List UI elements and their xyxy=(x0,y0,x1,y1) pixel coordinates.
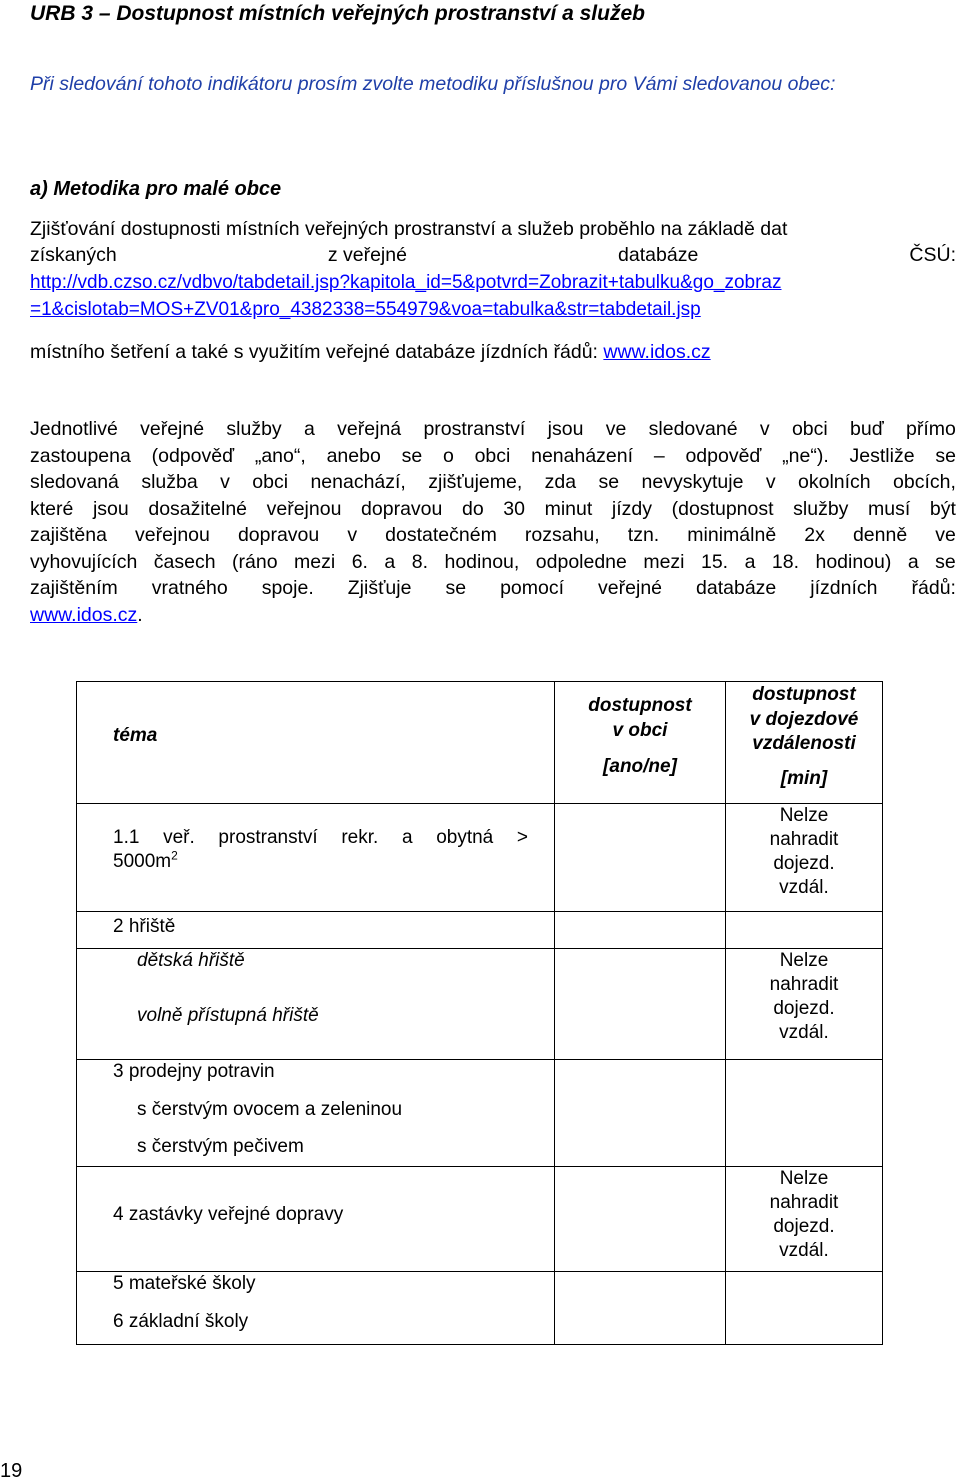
note-line: dojezd. xyxy=(773,998,835,1019)
word: ve xyxy=(605,418,627,440)
word: o xyxy=(442,444,454,467)
word: dopravou xyxy=(237,524,320,546)
row-label-main: 5 mateřské školy xyxy=(113,1273,256,1294)
word: se xyxy=(445,577,467,599)
row-availability-cell xyxy=(555,804,726,912)
czso-link-line-2[interactable] xyxy=(30,297,701,323)
paragraph-line xyxy=(30,575,956,602)
word: a xyxy=(907,550,919,573)
header-col3-line: v dojezdové xyxy=(749,708,859,730)
word: veřejná xyxy=(337,418,402,440)
word: veřejné xyxy=(598,577,663,599)
header-col3-line: vzdálenosti xyxy=(752,733,856,754)
word: 1.1 xyxy=(113,827,140,848)
row-label xyxy=(77,949,555,1060)
table-row xyxy=(77,1060,883,1167)
word: z veřejné xyxy=(327,244,407,266)
word: mezi xyxy=(294,550,336,573)
word: a xyxy=(401,827,413,848)
word: vyhovujících xyxy=(30,550,138,573)
method-line-4 xyxy=(30,339,711,365)
word: jízdy xyxy=(611,497,653,520)
word: přímo xyxy=(906,418,956,440)
word: Jednotlivé xyxy=(30,418,118,440)
paragraph-line xyxy=(30,522,956,549)
word: zajištěním xyxy=(30,577,118,599)
word: služby xyxy=(793,497,849,520)
word: odpoledne xyxy=(535,550,627,573)
word: minut xyxy=(544,497,593,520)
word: mezi xyxy=(643,550,685,573)
word: v xyxy=(759,418,770,440)
word: prostranství xyxy=(423,418,526,440)
word: se xyxy=(598,471,620,493)
word: sledované xyxy=(648,418,738,440)
header-dostupnost-obec xyxy=(555,682,726,804)
word: „ano“, xyxy=(254,444,306,467)
note-line: Nelze xyxy=(779,950,829,971)
sub-item: s čerstvým ovocem a zeleninou xyxy=(137,1099,403,1120)
method-line-2 xyxy=(30,242,956,268)
period: . xyxy=(137,603,143,626)
note-line: dojezd. xyxy=(773,853,835,874)
page-title: URB 3 – Dostupnost místních veřejných prostranství a služeb xyxy=(30,2,645,25)
word: rekr. xyxy=(341,827,379,848)
row-label xyxy=(77,1060,555,1167)
row-note-cell xyxy=(726,804,883,912)
row-availability-cell xyxy=(555,949,726,1060)
word: anebo xyxy=(326,444,381,467)
word: buď xyxy=(850,418,884,440)
czso-link-line-1[interactable] xyxy=(30,270,782,296)
word: nevyskytuje xyxy=(641,471,744,493)
method-line-1: Zjišťování dostupnosti místních veřejných prostranství a služeb proběhlo na základě dat xyxy=(30,218,788,240)
idos-link[interactable]: www.idos.cz xyxy=(30,603,138,626)
word: do xyxy=(461,497,484,520)
row-label-line xyxy=(113,850,528,874)
row-label xyxy=(77,1272,555,1345)
intro-note: Při sledování tohoto indikátoru prosím zvolte metodiku příslušnou pro Vámi sledovanou obec: xyxy=(30,73,836,95)
word: služby xyxy=(226,418,282,440)
table-row xyxy=(77,912,883,949)
word: 8. xyxy=(411,550,429,573)
note-line: Nelze xyxy=(779,1168,829,1189)
word: (ráno xyxy=(232,550,278,573)
note-line: vzdál. xyxy=(779,877,829,898)
word: (dostupnost xyxy=(671,497,774,520)
services-table xyxy=(76,681,883,1345)
area-value: 5000m xyxy=(113,851,172,872)
sub-item: s čerstvým pečivem xyxy=(137,1136,304,1157)
row-label-text xyxy=(77,1272,554,1334)
header-tema-label: téma xyxy=(113,725,158,746)
word: obytná xyxy=(436,827,494,848)
word: a xyxy=(744,550,756,573)
word: 6. xyxy=(351,550,368,573)
word: Jestliže xyxy=(849,444,915,467)
word: veřejnou xyxy=(135,524,210,546)
word: se xyxy=(935,550,956,573)
word: 30 xyxy=(503,497,525,520)
word: nenaházení xyxy=(531,444,634,467)
word: (odpověď xyxy=(151,444,235,467)
table-row xyxy=(77,1272,883,1345)
note-line: Nelze xyxy=(779,805,829,826)
word: dopravou xyxy=(361,497,443,520)
row-label-text xyxy=(77,804,528,874)
word: zjišťujeme, xyxy=(428,471,523,493)
table-row xyxy=(77,804,883,912)
word: hodinou, xyxy=(444,550,520,573)
word: odpověď xyxy=(685,444,762,467)
word: zajištěna xyxy=(30,524,107,546)
word: „ne“). xyxy=(782,444,829,467)
header-tema xyxy=(77,682,555,804)
row-label-text xyxy=(77,1060,554,1159)
row-note-cell xyxy=(726,1060,883,1167)
word: – xyxy=(653,444,665,467)
word: dostatečném xyxy=(385,524,497,546)
word: ve xyxy=(935,524,956,546)
row-note-cell xyxy=(726,949,883,1060)
word: v xyxy=(347,524,358,546)
header-col2-line: dostupnost xyxy=(588,695,692,716)
table-header-row xyxy=(77,682,883,804)
paragraph-line xyxy=(30,549,956,576)
row-label-main: 6 základní školy xyxy=(113,1311,249,1332)
row-label xyxy=(77,1167,555,1272)
header-col3-line: dostupnost xyxy=(752,684,856,705)
table-row xyxy=(77,1167,883,1272)
paragraph-line xyxy=(30,443,956,470)
row-note xyxy=(726,949,882,1045)
row-note-cell xyxy=(726,1272,883,1345)
header-col3-line: [min] xyxy=(780,767,828,789)
word: se xyxy=(935,444,956,467)
row-label xyxy=(77,804,555,912)
word: Zjišťuje xyxy=(347,577,412,599)
row-label-text: 4 zastávky veřejné dopravy xyxy=(113,1204,344,1225)
word: jsou xyxy=(92,497,129,520)
row-note-cell xyxy=(726,1167,883,1272)
word: veř. xyxy=(163,827,195,848)
row-label-text xyxy=(77,949,554,1028)
word: > xyxy=(516,827,528,848)
word: nenachází, xyxy=(310,471,406,493)
word: okolních xyxy=(798,471,871,493)
word: v xyxy=(765,471,776,493)
word: databáze xyxy=(618,244,699,266)
paragraph-line xyxy=(30,469,956,496)
word: služba xyxy=(141,471,198,493)
word: které xyxy=(30,497,74,520)
word: jsou xyxy=(547,418,584,440)
czso-link-cont[interactable]: =1&cislotab=MOS+ZV01&pro_4382338=554979&voa=tabulka&str=tabdetail.jsp xyxy=(30,299,701,320)
word: obci xyxy=(474,444,511,467)
row-note xyxy=(726,804,882,900)
word: 18. xyxy=(771,550,799,573)
word: dosažitelné xyxy=(148,497,248,520)
word: řádů: xyxy=(911,577,956,599)
note-line: dojezd. xyxy=(773,1216,835,1237)
word: v xyxy=(220,471,230,493)
czso-link[interactable]: http://vdb.czso.cz/vdbvo/tabdetail.jsp?kapitola_id=5&potvrd=Zobrazit+tabulku&go_zobraz xyxy=(30,272,782,293)
sub-item: volně přístupná hřiště xyxy=(137,1005,319,1026)
word: prostranství xyxy=(218,827,318,848)
header-col2-line: v obci xyxy=(612,719,668,741)
row-availability-cell xyxy=(555,912,726,949)
note-line: nahradit xyxy=(769,1192,839,1213)
page-number: 19 xyxy=(0,1460,23,1482)
word: obci xyxy=(791,418,828,440)
word: musí xyxy=(868,497,911,520)
row-label-main: 3 prodejny potravin xyxy=(113,1061,275,1082)
word: hodinou) xyxy=(815,550,892,573)
word: zastoupena xyxy=(30,444,131,467)
row-availability-cell xyxy=(555,1060,726,1167)
word: databáze xyxy=(696,577,777,599)
row-note-cell xyxy=(726,912,883,949)
word: 2x xyxy=(804,524,825,546)
word: veřejné xyxy=(140,418,205,440)
row-note xyxy=(726,1167,882,1263)
word: získaných xyxy=(30,244,117,266)
row-label xyxy=(77,912,555,949)
note-line: vzdál. xyxy=(779,1022,829,1043)
word: denně xyxy=(852,524,908,546)
word: vratného xyxy=(151,577,228,599)
word: obcích, xyxy=(893,471,956,493)
header-col2 xyxy=(555,682,725,780)
word: minimálně xyxy=(687,524,777,546)
word: 15. xyxy=(700,550,729,573)
header-col2-line: [ano/ne] xyxy=(603,756,677,777)
method-text: místního šetření a také s využitím veřejné databáze jízdních řádů: xyxy=(30,341,604,363)
word: ČSÚ: xyxy=(909,244,956,266)
header-col3 xyxy=(726,682,882,791)
word: rozsahu, xyxy=(524,524,600,546)
header-dostupnost-dojezd xyxy=(726,682,883,804)
note-line: nahradit xyxy=(769,829,839,850)
word: spoje. xyxy=(261,577,314,599)
word: časech xyxy=(153,550,216,573)
row-label-line xyxy=(113,826,528,850)
word: se xyxy=(401,444,423,467)
note-line: nahradit xyxy=(769,974,839,995)
paragraph-line xyxy=(30,496,956,523)
word: a xyxy=(384,550,396,573)
word: být xyxy=(929,497,956,520)
word: pomocí xyxy=(500,577,565,599)
word: zda xyxy=(544,471,577,493)
word: obci xyxy=(252,471,289,493)
row-label-text: 2 hřiště xyxy=(113,916,176,937)
table-row xyxy=(77,949,883,1060)
word: tzn. xyxy=(627,524,660,546)
idos-link[interactable]: www.idos.cz xyxy=(603,341,711,363)
section-heading: a) Metodika pro malé obce xyxy=(30,178,282,200)
word: jízdních xyxy=(810,577,878,599)
row-availability-cell xyxy=(555,1167,726,1272)
sub-item: dětská hřiště xyxy=(137,950,245,971)
services-paragraph xyxy=(30,416,956,628)
word: veřejnou xyxy=(266,497,342,520)
note-line: vzdál. xyxy=(779,1240,829,1261)
paragraph-line xyxy=(30,416,956,443)
superscript: 2 xyxy=(171,848,178,863)
paragraph-line xyxy=(30,602,956,629)
row-availability-cell xyxy=(555,1272,726,1345)
word: sledovaná xyxy=(30,471,119,493)
word: a xyxy=(304,418,315,440)
